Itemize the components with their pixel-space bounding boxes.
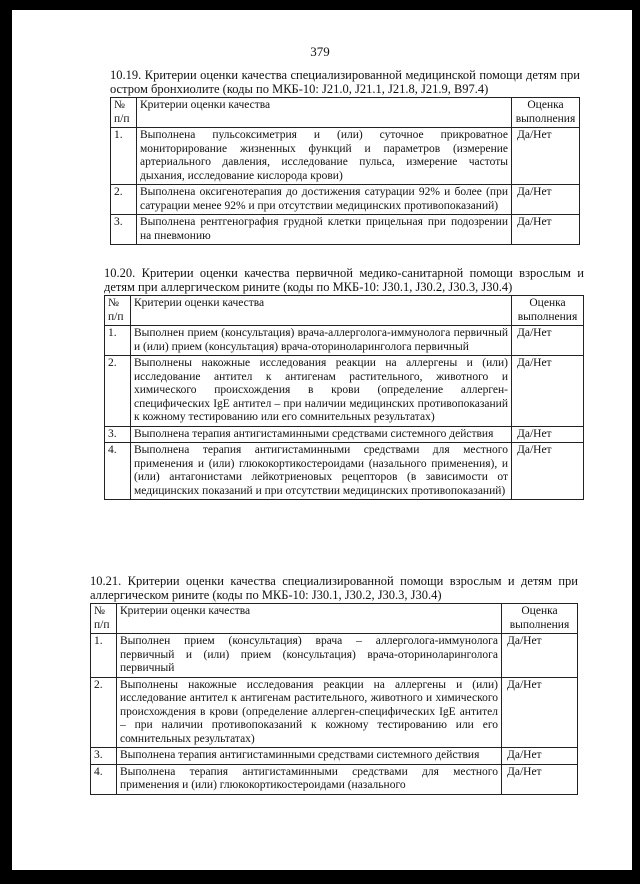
row-criterion: Выполнена терапия антигистаминными средствами системного действия (131, 426, 512, 443)
row-criterion: Выполнен прием (консультация) врача – аллерголога-иммунолога первичный и (или) прием (консультация) врача-оториноларинголога первичный (117, 634, 502, 678)
table-header-row (105, 296, 584, 326)
section-heading: 10.20. Критерии оценки качества первичной медико-санитарной помощи взрослым и детям при аллергическом рините (коды по МКБ-10: J30.1, J30.2, J30.3, J30.4) (104, 266, 584, 294)
column-header-number: № п/п (111, 98, 137, 128)
column-header-number: № п/п (91, 604, 117, 634)
table-header-row (111, 98, 580, 128)
row-criterion: Выполнена терапия антигистаминными средствами системного действия (117, 748, 502, 765)
row-number: 1. (105, 326, 131, 356)
row-criterion: Выполнена терапия антигистаминными средствами для местного применения и (или) глюкокортикостероидами (назального (117, 764, 502, 794)
column-header-criteria: Критерии оценки качества (117, 604, 502, 634)
row-number: 1. (111, 128, 137, 185)
row-number: 2. (111, 185, 137, 215)
table-row (105, 356, 584, 427)
row-number: 3. (91, 748, 117, 765)
page-number: 379 (310, 44, 330, 59)
row-number: 1. (91, 634, 117, 678)
row-evaluation: Да/Нет (512, 426, 584, 443)
table-row (111, 185, 580, 215)
column-header-number: № п/п (105, 296, 131, 326)
table-row (91, 748, 578, 765)
table-row (111, 215, 580, 245)
row-criterion: Выполнена терапия антигистаминными средствами для местного применения и (или) глюкокортикостероидами (назального применения), и (или) антагонистами лейкотриеновых рецепторов (в зависимости от медицинских показаний и при отсутствии медицинских противопоказаний) (131, 443, 512, 500)
column-header-criteria: Критерии оценки качества (137, 98, 512, 128)
row-evaluation: Да/Нет (502, 634, 578, 678)
row-evaluation: Да/Нет (512, 443, 584, 500)
section-10-20 (104, 266, 584, 500)
row-evaluation: Да/Нет (502, 764, 578, 794)
section-heading: 10.21. Критерии оценки качества специализированной помощи взрослым и детям при аллергическом рините (коды по МКБ-10: J30.1, J30.2, J30.3, J30.4) (90, 574, 578, 602)
table-header-row (91, 604, 578, 634)
row-evaluation: Да/Нет (512, 356, 584, 427)
row-number: 2. (105, 356, 131, 427)
section-10-21 (90, 574, 578, 795)
scan-border-left (0, 0, 12, 884)
column-header-evaluation: Оценка выполнения (512, 98, 580, 128)
row-criterion: Выполнен прием (консультация) врача-аллерголога-иммунолога первичный и (или) прием (консультация) врача-оториноларинголога первичный (131, 326, 512, 356)
scan-border-right (632, 0, 640, 884)
row-criterion: Выполнены накожные исследования реакции на аллергены и (или) исследование антител к антигенам растительного, животного и химического происхождения в крови (определение аллерген-специфических IgE антител – при наличии медицинских противопоказаний к кожному тестированию или его сомнительных результатах) (131, 356, 512, 427)
row-criterion: Выполнены накожные исследования реакции на аллергены и (или) исследование антител к антигенам растительного, животного и химического происхождения в крови (определение аллерген-специфических IgE антител – при наличии противопоказаний к кожному тестированию или его сомнительных результатах) (117, 677, 502, 748)
row-evaluation: Да/Нет (512, 185, 580, 215)
row-criterion: Выполнена рентгенография грудной клетки прицельная при подозрении на пневмонию (137, 215, 512, 245)
criteria-table (104, 295, 584, 500)
column-header-evaluation: Оценка выполнения (502, 604, 578, 634)
table-row (91, 677, 578, 748)
criteria-table (90, 603, 578, 795)
row-number: 4. (91, 764, 117, 794)
table-row (111, 128, 580, 185)
row-evaluation: Да/Нет (502, 748, 578, 765)
row-number: 3. (111, 215, 137, 245)
row-evaluation: Да/Нет (512, 215, 580, 245)
criteria-table (110, 97, 580, 245)
column-header-criteria: Критерии оценки качества (131, 296, 512, 326)
table-row (105, 426, 584, 443)
section-10-19 (110, 68, 580, 245)
table-row (105, 326, 584, 356)
scan-border-top (0, 0, 640, 10)
table-row (91, 764, 578, 794)
row-evaluation: Да/Нет (512, 326, 584, 356)
column-header-evaluation: Оценка выполнения (512, 296, 584, 326)
section-heading: 10.19. Критерии оценки качества специализированной медицинской помощи детям при остром бронхиолите (коды по МКБ-10: J21.0, J21.1, J21.8, J21.9, B97.4) (110, 68, 580, 96)
row-number: 4. (105, 443, 131, 500)
scan-border-bottom (0, 870, 640, 884)
row-number: 3. (105, 426, 131, 443)
row-criterion: Выполнена оксигенотерапия до достижения сатурации 92% и более (при сатурации менее 92% и при отсутствии медицинских противопоказаний) (137, 185, 512, 215)
row-criterion: Выполнена пульсоксиметрия и (или) суточное прикроватное мониторирование жизненных функций и параметров (измерение артериального давления, исследование пульса, измерение частоты дыхания, исследование кислорода крови) (137, 128, 512, 185)
row-number: 2. (91, 677, 117, 748)
table-row (91, 634, 578, 678)
row-evaluation: Да/Нет (502, 677, 578, 748)
row-evaluation: Да/Нет (512, 128, 580, 185)
table-row (105, 443, 584, 500)
